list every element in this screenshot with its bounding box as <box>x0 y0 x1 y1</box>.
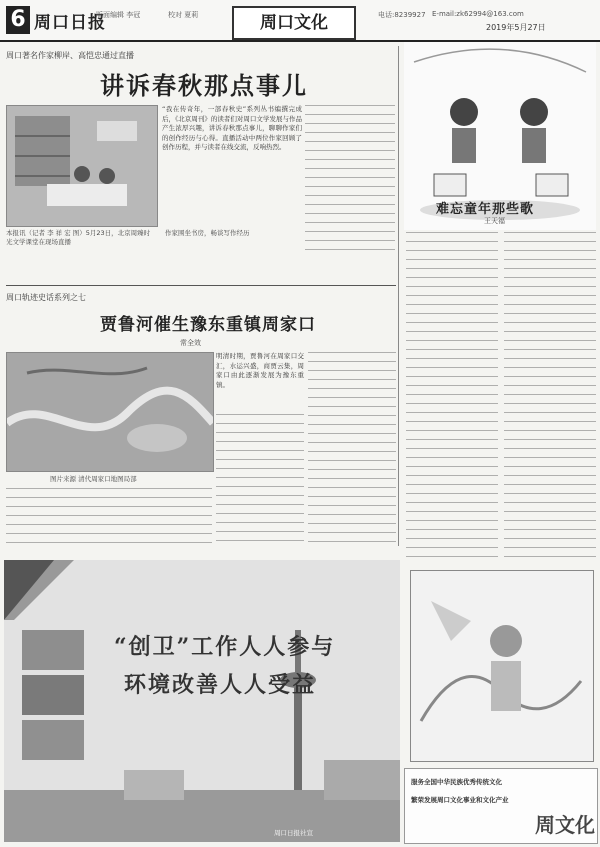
article1-body-col2 <box>305 105 395 255</box>
article2-body-col1 <box>216 414 304 544</box>
editor-info-2: 校对 夏莉 <box>168 11 199 19</box>
ad-logo: 周文化 <box>535 813 595 837</box>
phone: 电话:8239927 <box>378 11 426 19</box>
article2-byline: 常全效 <box>180 339 201 347</box>
editor-info-1: 版面编辑 李冠 <box>96 11 141 19</box>
article2-body-col0 <box>6 488 212 544</box>
newspaper-header <box>0 0 600 42</box>
section-title: 周口文化 <box>232 6 356 40</box>
article1-kicker: 周口著名作家柳岸、高恺忠通过直播 <box>6 51 134 60</box>
public-service-banner <box>4 560 400 842</box>
ad-line-1: 服务全国中华民族优秀传统文化 <box>411 778 502 786</box>
ad-box <box>404 768 598 844</box>
paper-name: 周口日报 <box>34 13 106 33</box>
issue-date: 2019年5月27日 <box>486 23 546 32</box>
right-headline: 难忘童年那些歌 <box>436 202 535 217</box>
ink-painting-icon <box>411 571 593 761</box>
banner-slogan-2: 环境改善人人受益 <box>124 672 317 698</box>
article1-headline: 讲诉春秋那点事儿 <box>100 71 308 100</box>
article1-photo <box>6 105 158 227</box>
article2-body: 明清时期，贾鲁河在周家口交汇，水运兴盛，商贾云集，周家口由此逐渐发展为豫东重镇。 <box>216 352 304 389</box>
article2-headline: 贾鲁河催生豫东重镇周家口 <box>100 315 316 335</box>
article2-body-col2 <box>308 352 396 544</box>
column-divider <box>398 46 399 546</box>
right-body-col2 <box>504 232 596 562</box>
right-body-col1 <box>406 232 498 562</box>
page-number: 6 <box>6 6 30 34</box>
banner-credit: 周口日报社宣 <box>274 829 313 837</box>
city-skyline-icon <box>4 560 400 842</box>
ad-line-2: 繁荣发展周口文化事业和文化产业 <box>411 796 509 804</box>
article1-body-col1: “我在传奇年，一部春秋史”系列丛书编撰完成后，《北京周刊》的读者们对周口文学发展与作品产生浓厚兴趣，讲诉春秋那点事儿，聊聊作家们的创作经历与心得。直播活动中两位作家回顾了创作历程，并与读者在线交流，反响热烈。 <box>162 105 302 151</box>
bookshelf-photo-icon <box>7 106 157 226</box>
painting <box>410 570 594 762</box>
article1-caption: 本报讯（记者 李 祥 宏 图）5月23日，北京周臻时光文学课堂在现场直播 <box>6 229 151 246</box>
right-byline: 王天福 <box>484 217 505 225</box>
article2-caption: 图片来源 清代周家口地图局部 <box>50 475 137 483</box>
article2-kicker: 周口轨迹史话系列之七 <box>6 293 86 302</box>
banner-slogan-1: “创卫”工作人人参与 <box>114 634 336 660</box>
article1-caption-2: 作家围坐书房，畅谈写作经历 <box>165 229 250 237</box>
article2-map <box>6 352 214 472</box>
email: E-mail:zk62994@163.com <box>432 10 524 18</box>
old-map-icon <box>7 353 213 471</box>
article-divider <box>6 285 396 286</box>
